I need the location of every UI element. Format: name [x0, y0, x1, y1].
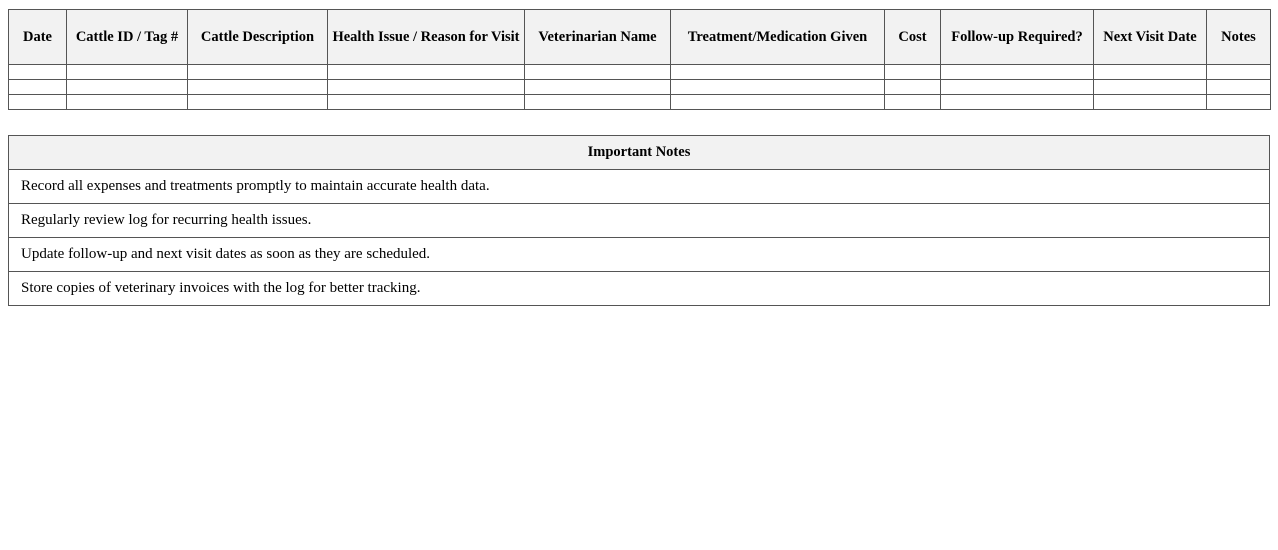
column-header-cattle-description: Cattle Description [188, 10, 328, 65]
cell-date[interactable] [9, 80, 67, 95]
column-header-follow-up: Follow-up Required? [941, 10, 1094, 65]
cell-next-visit[interactable] [1094, 80, 1207, 95]
important-notes-header-row [9, 136, 1270, 170]
cell-health-issue[interactable] [328, 80, 525, 95]
table-row [9, 65, 1271, 80]
column-header-date: Date [9, 10, 67, 65]
list-item [9, 272, 1270, 306]
cell-notes[interactable] [1207, 95, 1271, 110]
cell-treatment[interactable] [671, 80, 885, 95]
cell-veterinarian[interactable] [525, 95, 671, 110]
cell-veterinarian[interactable] [525, 65, 671, 80]
important-note-text: Store copies of veterinary invoices with the log for better tracking. [9, 272, 1270, 306]
cell-cattle-id[interactable] [67, 65, 188, 80]
list-item [9, 204, 1270, 238]
table-row [9, 80, 1271, 95]
important-notes-wrapper [8, 135, 1270, 306]
cell-health-issue[interactable] [328, 95, 525, 110]
column-header-treatment: Treatment/Medication Given [671, 10, 885, 65]
column-header-veterinarian: Veterinarian Name [525, 10, 671, 65]
cell-cost[interactable] [885, 65, 941, 80]
cell-next-visit[interactable] [1094, 95, 1207, 110]
cell-next-visit[interactable] [1094, 65, 1207, 80]
cell-follow-up[interactable] [941, 65, 1094, 80]
cell-cattle-id[interactable] [67, 95, 188, 110]
table-row [9, 95, 1271, 110]
column-header-cost: Cost [885, 10, 941, 65]
visit-log-table-wrapper [8, 9, 1271, 110]
cell-notes[interactable] [1207, 80, 1271, 95]
column-header-notes: Notes [1207, 10, 1271, 65]
important-note-text: Regularly review log for recurring health issues. [9, 204, 1270, 238]
cell-health-issue[interactable] [328, 65, 525, 80]
cell-description[interactable] [188, 80, 328, 95]
cell-follow-up[interactable] [941, 80, 1094, 95]
column-header-cattle-id: Cattle ID / Tag # [67, 10, 188, 65]
important-notes-heading: Important Notes [9, 136, 1270, 170]
cell-cost[interactable] [885, 95, 941, 110]
list-item [9, 238, 1270, 272]
visit-log-table-body [9, 65, 1271, 110]
important-notes-body [9, 170, 1270, 306]
cell-treatment[interactable] [671, 65, 885, 80]
cell-cattle-id[interactable] [67, 80, 188, 95]
cell-description[interactable] [188, 95, 328, 110]
important-note-text: Record all expenses and treatments promptly to maintain accurate health data. [9, 170, 1270, 204]
important-note-text: Update follow-up and next visit dates as soon as they are scheduled. [9, 238, 1270, 272]
cell-treatment[interactable] [671, 95, 885, 110]
cell-notes[interactable] [1207, 65, 1271, 80]
cell-veterinarian[interactable] [525, 80, 671, 95]
cell-date[interactable] [9, 65, 67, 80]
list-item [9, 170, 1270, 204]
cell-follow-up[interactable] [941, 95, 1094, 110]
column-header-next-visit: Next Visit Date [1094, 10, 1207, 65]
cell-cost[interactable] [885, 80, 941, 95]
important-notes-table [8, 135, 1270, 306]
visit-log-table [8, 9, 1271, 110]
cell-description[interactable] [188, 65, 328, 80]
cell-date[interactable] [9, 95, 67, 110]
table-header-row [9, 10, 1271, 65]
column-header-health-issue: Health Issue / Reason for Visit [328, 10, 525, 65]
